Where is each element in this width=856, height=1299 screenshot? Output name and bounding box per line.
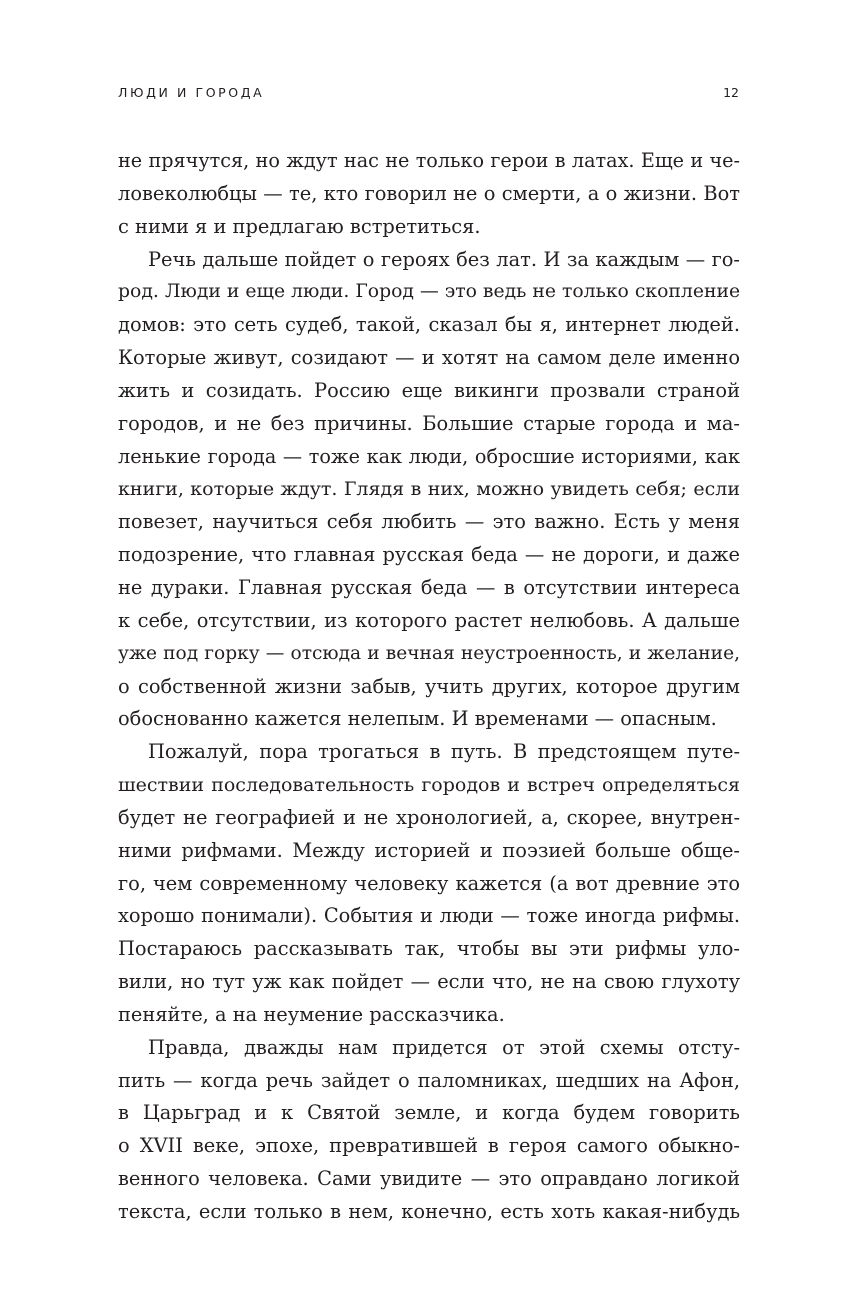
text-line: жить и созидать. Россию еще викинги прозвали страной [118, 378, 740, 402]
text-line: будет не географией и не хронологией, а, скорее, внутрен- [118, 805, 740, 829]
text-line: о собственной жизни забыв, учить других, которое другим [118, 674, 740, 698]
text-line: книги, которые ждут. Глядя в них, можно увидеть себя; если [118, 478, 740, 501]
text-line: пеняйте, а на неумение рассказчика. [118, 1002, 505, 1026]
text-line: Которые живут, созидают — и хотят на самом деле именно [118, 346, 740, 370]
text-line: Пожалуй, пора трогаться в путь. В предстоящем путе- [148, 740, 740, 764]
text-line: пить — когда речь зайдет о паломниках, шедших на Афон, [118, 1068, 740, 1092]
text-line: венного человека. Сами увидите — это оправдано логикой [118, 1167, 740, 1191]
text-line: ловеколюбцы — те, кто говорил не о смерти, а о жизни. Вот [118, 181, 740, 205]
text-line: в Царьград и к Святой земле, и когда будем говорить [118, 1101, 740, 1125]
body-text [118, 145, 740, 1229]
text-line: Речь дальше пойдет о героях без лат. И за каждым — го- [148, 247, 740, 271]
text-line: род. Люди и еще люди. Город — это ведь не только скопление [118, 281, 741, 303]
text-line: текста, если только в нем, конечно, есть хоть какая-нибудь [118, 1200, 740, 1223]
text-line: го, чем современному человеку кажется (а вот древние это [118, 871, 740, 895]
text-line: подозрение, что главная русская беда — не дороги, и даже [118, 543, 740, 567]
text-line: не дураки. Главная русская беда — в отсутствии интереса [118, 575, 740, 599]
text-line: к себе, отсутствии, из которого растет нелюбовь. А дальше [118, 608, 740, 632]
text-line: вили, но тут уж как пойдет — если что, не на свою глухоту [118, 970, 740, 994]
text-line: домов: это сеть судеб, такой, сказал бы я, интернет людей. [118, 313, 740, 337]
text-line: шествии последовательность городов и встреч определяться [118, 774, 740, 797]
text-line: хорошо понимали). События и люди — тоже иногда рифмы. [118, 904, 740, 928]
running-title: ЛЮДИ И ГОРОДА [118, 85, 265, 100]
text-line: повезет, научиться себя любить — это важно. Есть у меня [118, 510, 740, 534]
text-line: ленькие города — тоже как люди, обросшие историями, как [118, 444, 740, 468]
page-number: 12 [723, 85, 739, 100]
text-line: уже под горку — отсюда и вечная неустроенность, и желание, [118, 642, 740, 664]
text-line: городов, и не без причины. Большие старые города и ма- [118, 411, 740, 435]
text-line: не прячутся, но ждут нас не только герои в латах. Еще и че- [118, 149, 740, 172]
text-line: Постараюсь рассказывать так, чтобы вы эти рифмы уло- [118, 937, 740, 961]
text-line: обоснованно кажется нелепым. И временами — опасным. [118, 707, 717, 731]
text-line: ними рифмами. Между историей и поэзией больше обще- [118, 838, 740, 862]
text-line: с ними я и предлагаю встретиться. [118, 214, 481, 238]
text-line: о XVII веке, эпохе, превратившей в героя самого обыкно- [118, 1134, 740, 1158]
text-line: Правда, дважды нам придется от этой схемы отсту- [148, 1035, 740, 1059]
